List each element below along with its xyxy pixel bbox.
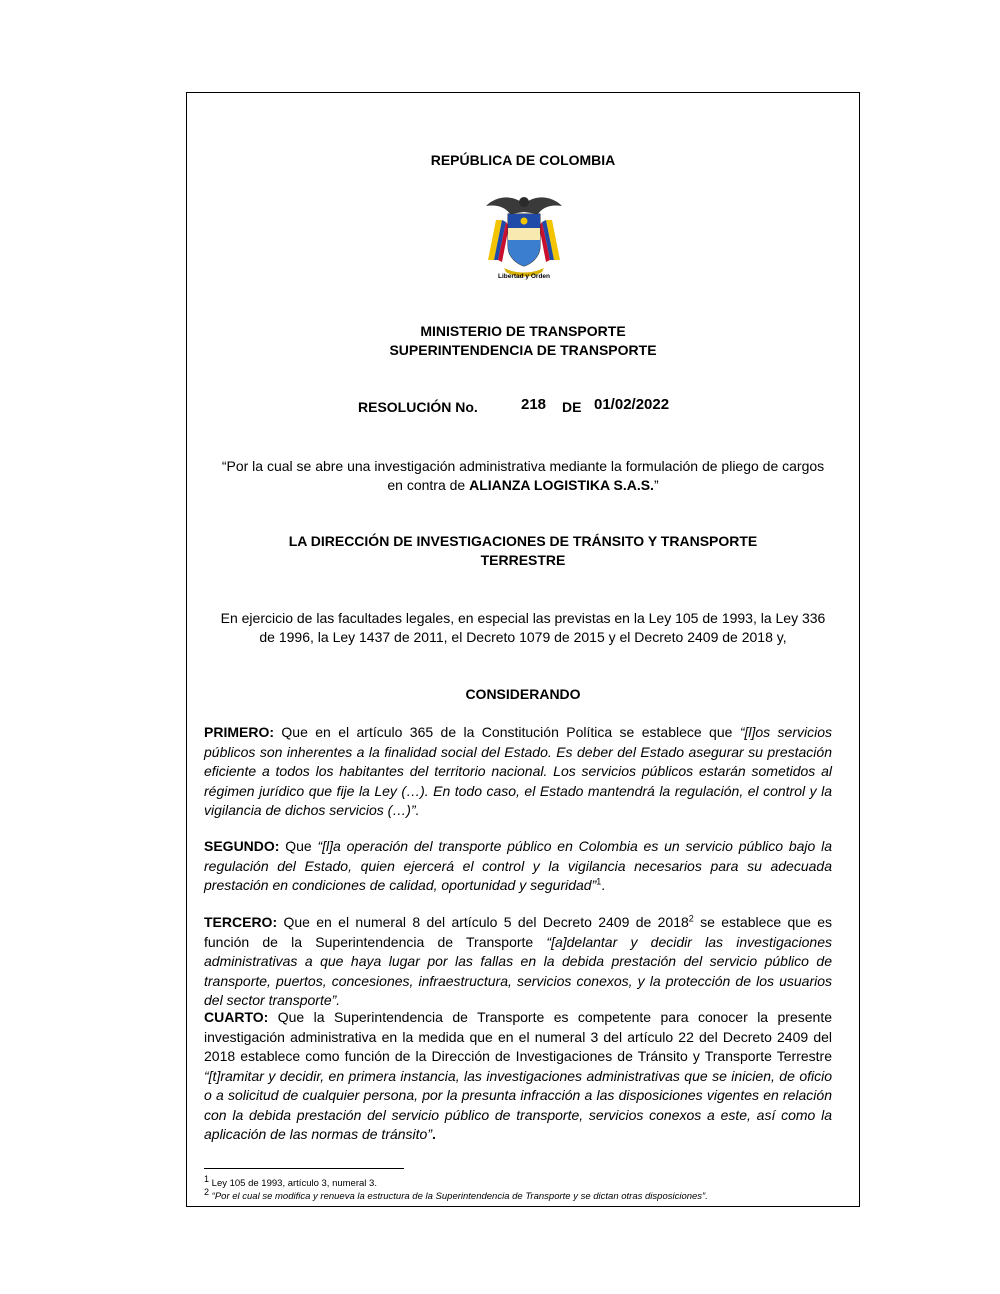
paragraph-text-continued: se establece que es función de la Superintendencia de Transporte (204, 914, 832, 950)
faculties-paragraph: En ejercicio de las facultades legales, en especial las previstas en la Ley 105 de 1993, la Ley 336 de 1996, la Ley 1437 de 2011, el Decreto 1079 de 2015 y el Decreto 2409 de 2018 y, (220, 610, 826, 645)
paragraph-text: Que en el artículo 365 de la Constitución Política se establece que (274, 724, 740, 740)
paragraph-text: Que (279, 838, 318, 854)
company-name: ALIANZA LOGISTIKA S.A.S. (469, 477, 654, 493)
page-bottom-border (186, 1206, 860, 1207)
paragraph-end: . (601, 877, 606, 893)
title-close: ” (653, 477, 659, 493)
direction-line-1: LA DIRECCIÓN DE INVESTIGACIONES DE TRÁNSITO Y TRANSPORTE (288, 533, 758, 549)
footnote-2 (204, 1186, 708, 1203)
footnote-text: Ley 105 de 1993, artículo 3, numeral 3. (209, 1178, 377, 1189)
footnote-number: 1 (204, 1173, 210, 1184)
paragraph-cuarto (204, 1008, 832, 1145)
paragraph-quote: “[t]ramitar y decidir, en primera instancia, las investigaciones administrativas que se inicien, de oficio o a solicitud de cualquier persona, por la presunta infracción a las disposiciones vigentes en relación con la debida prestación del servicio público de transporte, servicios conexos a este, así como la aplicación de las normas de tránsito” (204, 1067, 832, 1142)
paragraph-label: TERCERO: (204, 914, 278, 930)
paragraph-tercero (204, 913, 832, 1011)
resolution-number: 218 (521, 396, 547, 413)
ministry-heading (186, 322, 860, 360)
coat-of-arms-icon (482, 190, 566, 282)
paragraph-text: Que en el numeral 8 del artículo 5 del Decreto 2409 de 2018 (277, 914, 689, 930)
paragraph-label: PRIMERO: (204, 724, 274, 740)
title-text: “Por la cual se abre una investigación administrativa mediante la formulación de pliego de cargos en contra de (221, 458, 825, 493)
seal-motto: Libertad y Orden (497, 273, 550, 280)
paragraph-primero (204, 723, 832, 821)
footnote-ref-1[interactable]: 1 (596, 876, 602, 887)
resolution-de: DE (562, 399, 582, 415)
considerando-heading: CONSIDERANDO (465, 686, 581, 702)
paragraph-quote: “[l]os servicios públicos son inherentes a la finalidad social del Estado. Es deber del Estado asegurar su prestación eficiente a todos los habitantes del territorio nacional. Los servicios públicos estarán sometidos al régimen jurídico que fije la Ley (…). En todo caso, el Estado mantendrá la regulación, el control y la vigilancia de dichos servicios (…)”. (204, 724, 832, 818)
footnote-text: “Por el cual se modifica y renueva la estructura de la Superintendencia de Transporte y se dictan otras disposiciones”. (209, 1191, 708, 1202)
paragraph-segundo (204, 837, 832, 896)
resolution-label: RESOLUCIÓN No. (358, 399, 478, 415)
direction-heading (186, 532, 860, 570)
resolution-title (216, 457, 830, 495)
paragraph-label: CUARTO: (204, 1009, 269, 1025)
superintendency-name: SUPERINTENDENCIA DE TRANSPORTE (389, 342, 657, 358)
paragraph-label: SEGUNDO: (204, 838, 280, 854)
paragraph-end: . (432, 1126, 436, 1142)
footnote-separator (204, 1168, 404, 1169)
direction-line-2: TERRESTRE (480, 552, 566, 568)
paragraph-quote: “[l]a operación del transporte público en Colombia es un servicio público bajo la regulación del Estado, quien ejercerá el control y la vigilancia necesarios para su adecuada prestación en condiciones de calidad, oportunidad y seguridad” (204, 838, 832, 893)
footnote-ref-2[interactable]: 2 (688, 913, 694, 924)
footnote-1 (204, 1173, 377, 1190)
ministry-name: MINISTERIO DE TRANSPORTE (420, 323, 626, 339)
paragraph-text: Que la Superintendencia de Transporte es competente para conocer la presente investigación administrativa en la medida que en el numeral 3 del artículo 22 del Decreto 2409 del 2018 establece como función de la Dirección de Investigaciones de Tránsito y Transporte Terrestre (204, 1009, 832, 1064)
footnote-number: 2 (204, 1186, 210, 1197)
resolution-date: 01/02/2022 (594, 396, 670, 413)
paragraph-quote: “[a]delantar y decidir las investigaciones administrativas a que haya lugar por las fallas en la debida prestación del servicio público de transporte, puertos, concesiones, infraestructura, servicios conexos, y la protección de los usuarios del sector transporte”. (204, 933, 832, 1008)
country-heading: REPÚBLICA DE COLOMBIA (430, 152, 616, 168)
